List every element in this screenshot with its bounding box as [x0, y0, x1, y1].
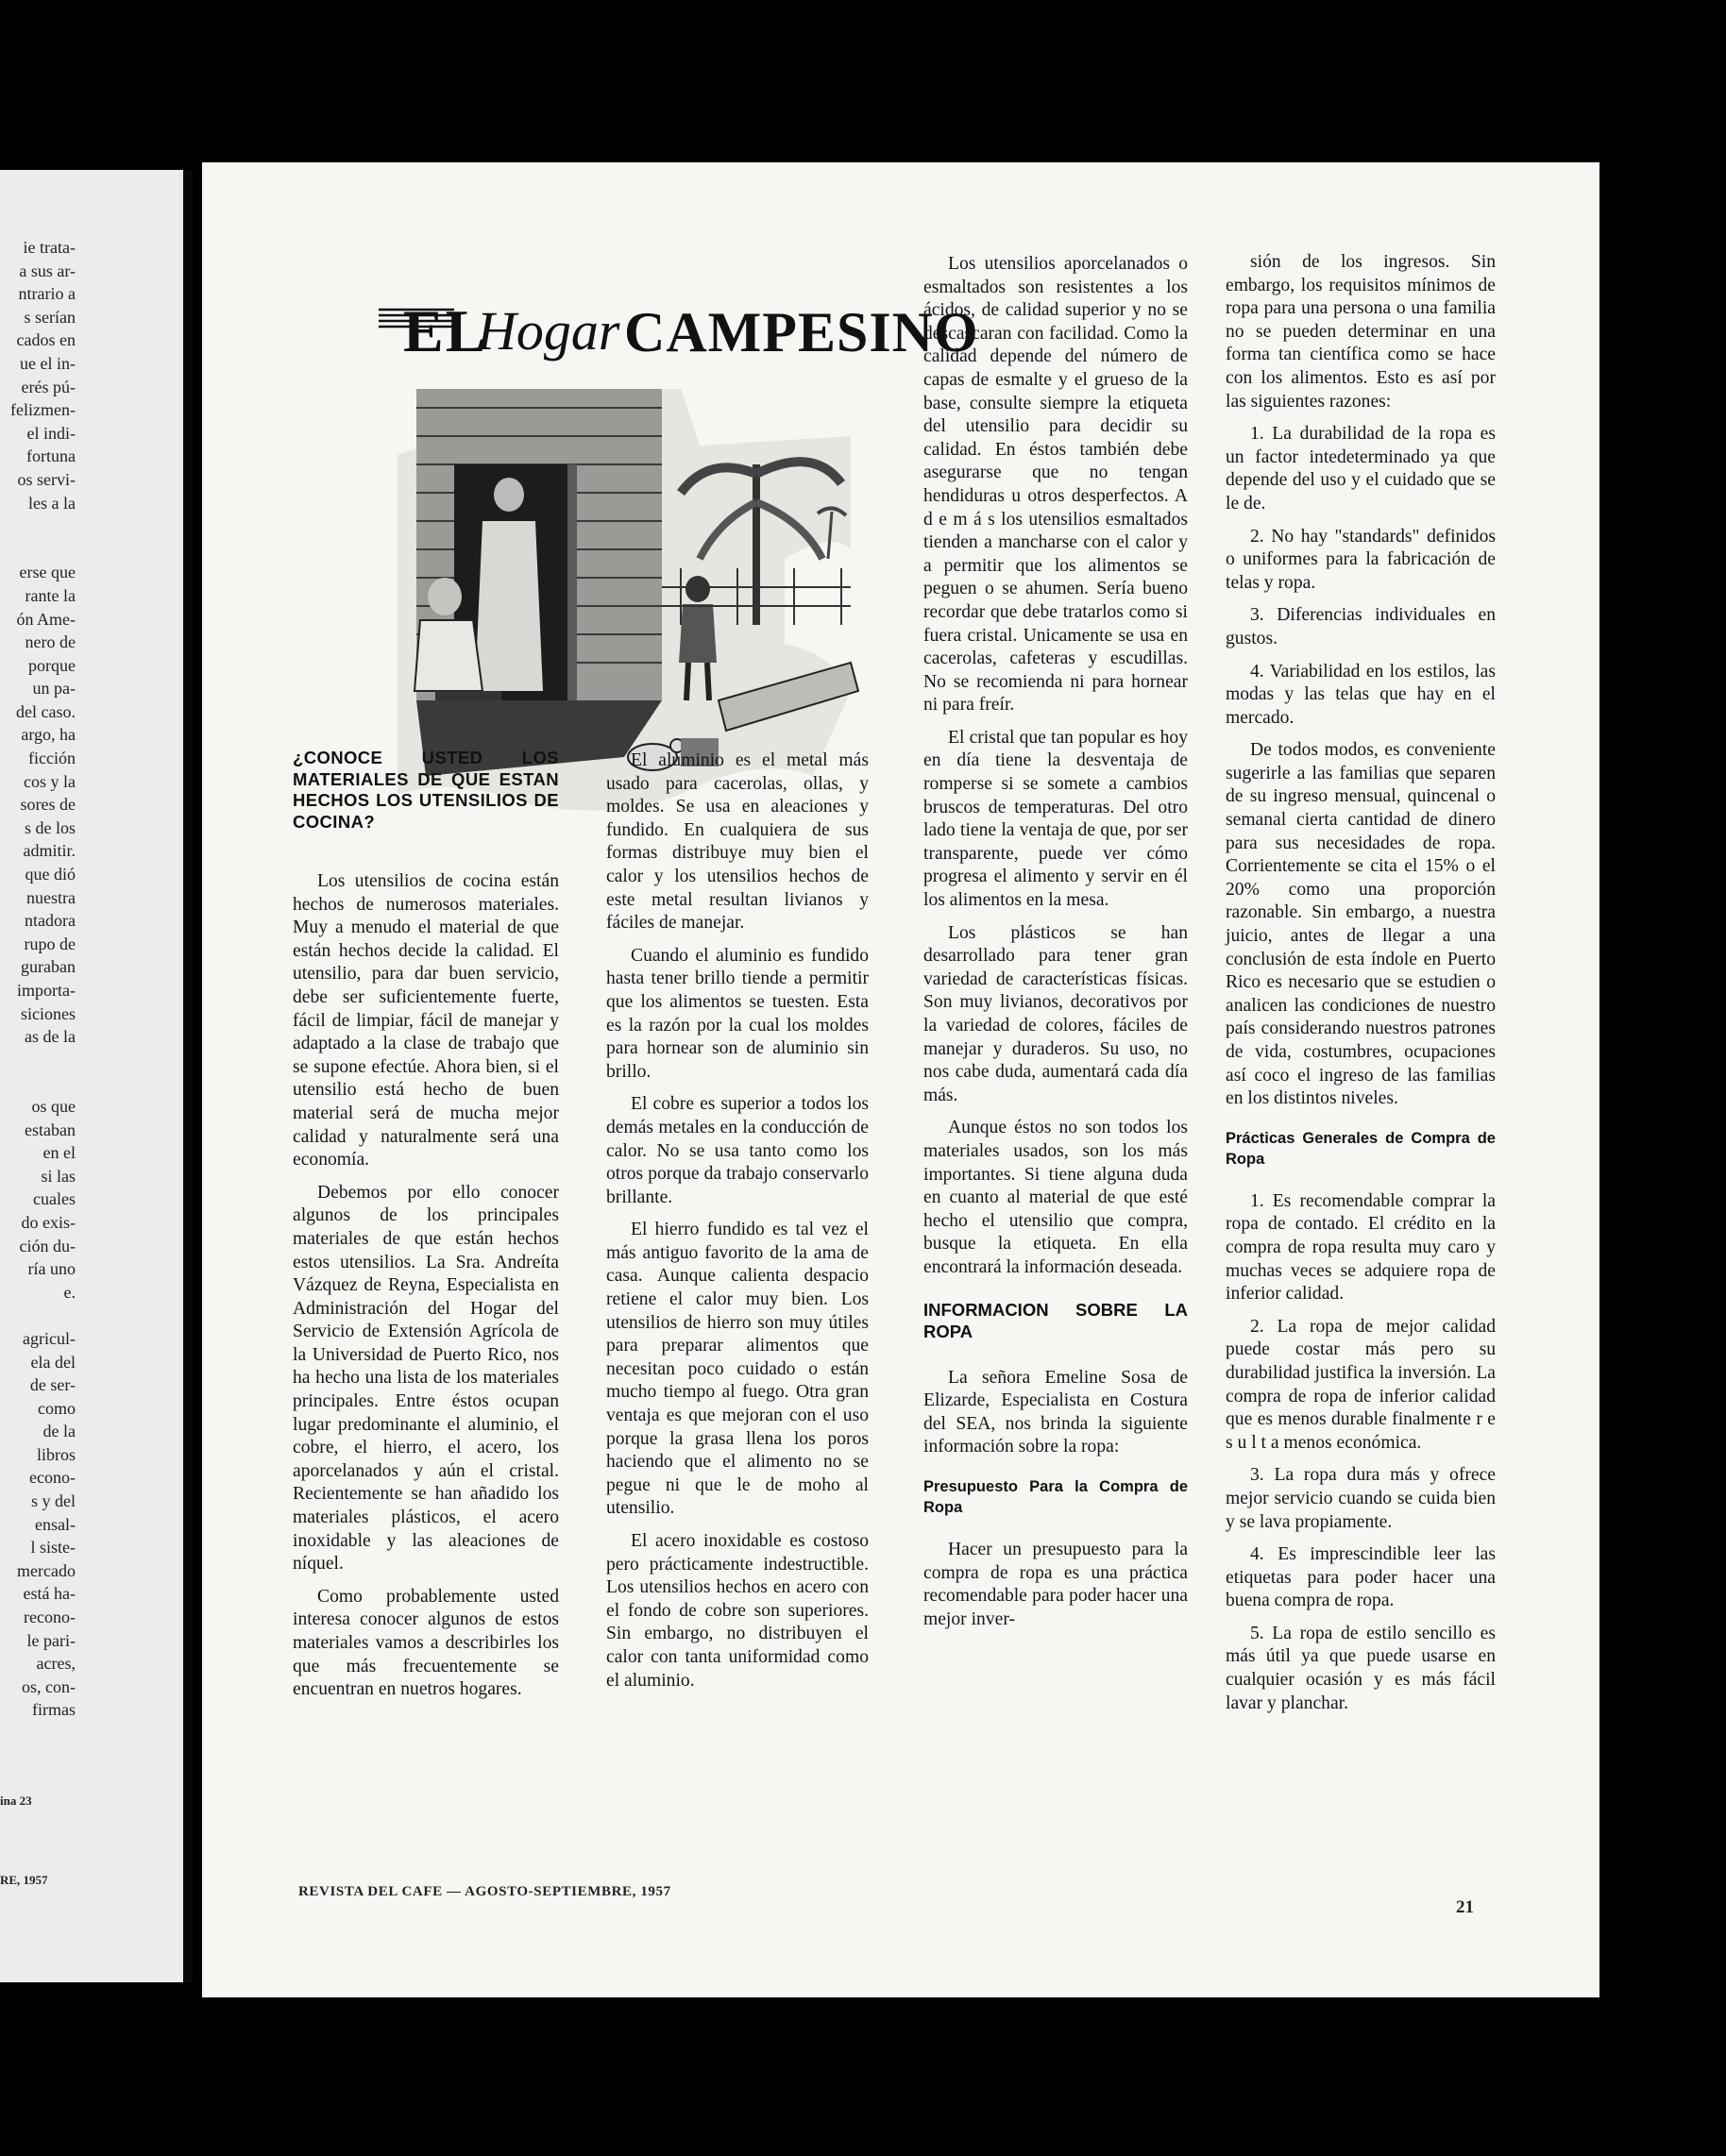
- paragraph: 4. Es imprescindible leer las etiquetas para poder hacer una buena compra de ropa.: [1226, 1544, 1496, 1611]
- paragraph: Los plásticos se han desarrollado para tener gran variedad de características físicas. Son muy livianos, decorativos por la variedad de colores, fáciles de manejar y duraderos. Su uso, no nos cabe duda, aumentará cada día más.: [923, 922, 1188, 1105]
- paragraph: La señora Emeline Sosa de Elizarde, Especialista en Costura del SEA, nos brinda la siguiente información sobre la ropa:: [923, 1367, 1188, 1457]
- masthead-title-right: CAMPESINO: [624, 301, 979, 363]
- paragraph: sión de los ingresos. Sin embargo, los requisitos mínimos de ropa para una persona o una familia no se pueden determinar en una forma tan científica como se hace con los alimentos. Esto es así por las siguientes razones:: [1226, 252, 1496, 412]
- facing-page-folio: ina 23: [0, 1794, 32, 1808]
- paragraph: 2. La ropa de mejor calidad puede costar más pero su durabilidad justifica la inversión. La compra de ropa de inferior calidad que es menos durable finalmente r e s u l t a menos económica.: [1226, 1316, 1496, 1453]
- column-4-body: [1226, 251, 1496, 1111]
- facing-page-line: ficción: [28, 749, 76, 768]
- magazine-page: [202, 162, 1599, 1997]
- facing-page-fragment: [0, 170, 185, 1982]
- facing-page-line: cos y la: [24, 771, 76, 791]
- facing-page-line: cuales: [33, 1189, 76, 1209]
- paragraph: 3. La ropa dura más y ofrece mejor servicio cuando se cuida bien y se lava propiamente.: [1226, 1465, 1496, 1532]
- paragraph: Cuando el aluminio es fundido hasta tener brillo tiende a permitir que los alimentos se tuesten. Esta es la razón por la cual los moldes para hornear son de aluminio sin brillo.: [606, 945, 869, 1082]
- facing-page-line: de ser-: [29, 1375, 76, 1395]
- facing-page-line: sores de: [20, 795, 76, 815]
- facing-page-line: nuestra: [26, 887, 76, 907]
- column-4-body-2: [1226, 1190, 1496, 1715]
- facing-page-line: que dió: [25, 865, 76, 884]
- facing-page-line: nero de: [25, 632, 76, 652]
- paragraph: 4. Variabilidad en los estilos, las modas y las telas que hay en el mercado.: [1226, 661, 1496, 728]
- facing-page-line: ie trata-: [23, 238, 76, 257]
- facing-page-line: argo, ha: [21, 725, 76, 745]
- facing-page-line: econo-: [29, 1468, 76, 1488]
- facing-page-line: ción du-: [19, 1236, 76, 1255]
- column-3-body: [923, 253, 1188, 1280]
- facing-page-line: [0, 514, 76, 538]
- article-column-2: [606, 750, 869, 1702]
- facing-page-line: erse que: [19, 563, 76, 582]
- facing-page-line: en el: [42, 1143, 76, 1163]
- article-column-4: [1226, 251, 1496, 1725]
- facing-page-line: un pa-: [32, 679, 76, 699]
- facing-page-line: os servi-: [17, 469, 76, 489]
- page-binding-gutter: [183, 170, 193, 1982]
- paragraph: 5. La ropa de estilo sencillo es más útil ya que puede usarse en cualquier ocasión y es más fácil lavar y planchar.: [1226, 1623, 1496, 1713]
- paragraph: Los utensilios de cocina están hechos de numerosos materiales. Muy a menudo el material de que están hechos decide la calidad. El utensilio, para dar buen servicio, debe ser suficientemente fuerte, fácil de limpiar, fácil de manejar y adaptado a la clase de trabajo que se supone efectúe. Ahora bien, si el utensilio está hecho de buen material será de mucha mejor calidad y naturalmente será una economía.: [293, 871, 559, 1171]
- column-1-body: [293, 870, 559, 1702]
- facing-page-line: [0, 1071, 76, 1095]
- facing-page-line: as de la: [25, 1027, 76, 1047]
- facing-page-line: siciones: [21, 1003, 76, 1023]
- facing-page-line: ntrario a: [18, 284, 76, 304]
- facing-page-line: el indi-: [26, 423, 76, 443]
- paragraph: El cristal que tan popular es hoy en día tiene la desventaja de romperse si se somete a cambios bruscos de temperaturas. Del otro lado tiene la ventaja de que, por ser transparente, puede ver cómo progresa el alimento y servir en él los alimentos en la mesa.: [923, 727, 1188, 911]
- facing-page-line: rupo de: [24, 934, 76, 953]
- facing-page-line: s serían: [24, 307, 76, 327]
- facing-page-line: agricul-: [23, 1328, 76, 1348]
- facing-page-line: de la: [42, 1422, 76, 1441]
- section-heading-utensilios: ¿CONOCE USTED LOS MATERIALES DE QUE ESTAN HECHOS LOS UTENSILIOS DE COCINA?: [293, 748, 559, 832]
- facing-page-text-column: [0, 236, 76, 1722]
- facing-page-line: admitir.: [23, 841, 76, 861]
- paragraph: Hacer un presupuesto para la compra de ropa es una práctica recomendable para poder hacer una mejor inver-: [923, 1539, 1188, 1629]
- facing-page-line: ón Ame-: [16, 609, 76, 629]
- facing-page-line: do exis-: [21, 1212, 76, 1232]
- paragraph: Aunque éstos no son todos los materiales usados, son los más importantes. Si tiene alguna duda en cuanto al material de que esté hecho el utensilio que compra, busque la etiqueta. En ella encontrará la información deseada.: [923, 1118, 1188, 1277]
- facing-page-line: [0, 1304, 76, 1327]
- facing-page-line: acres,: [36, 1654, 76, 1674]
- facing-page-line: erés pú-: [21, 377, 76, 396]
- subheading-presupuesto: Presupuesto Para la Compra de Ropa: [923, 1477, 1188, 1516]
- facing-page-line: del caso.: [16, 701, 76, 721]
- facing-page-line: fortuna: [26, 446, 76, 466]
- article-column-3: [923, 253, 1188, 1641]
- facing-page-line: ntadora: [25, 911, 76, 931]
- masthead-title-left: EL: [403, 297, 488, 364]
- facing-page-line: rante la: [25, 585, 76, 605]
- facing-page-line: porque: [28, 655, 76, 675]
- facing-page-line: ue el in-: [20, 353, 76, 373]
- facing-page-line: recono-: [24, 1608, 76, 1627]
- facing-page-line: a sus ar-: [19, 261, 76, 280]
- facing-page-line: os que: [31, 1096, 76, 1116]
- facing-page-line: les a la: [28, 493, 76, 513]
- facing-page-line: os, con-: [22, 1676, 76, 1696]
- paragraph: El hierro fundido es tal vez el más antiguo favorito de la ama de casa. Aunque calienta despacio retiene el calor muy bien. Los utensilios de hierro son muy útiles para preparar alimentos que necesitan poco cuidado o están mucho tiempo al fuego. Otra gran ventaja es que mejoran con el uso porque la grasa llena los poros haciendo que el alimento no se pegue ni que le de moho al utensilio.: [606, 1220, 869, 1519]
- subheading-practicas: Prácticas Generales de Compra de Ropa: [1226, 1129, 1496, 1168]
- paragraph: Como probablemente usted interesa conocer algunos de estos materiales vamos a describirles los que más frecuentemente se encuentran en nuetros hogares.: [293, 1586, 559, 1700]
- facing-page-line: [0, 538, 76, 562]
- facing-page-line: está ha-: [23, 1584, 76, 1604]
- facing-page-line: firmas: [32, 1700, 76, 1720]
- paragraph: Debemos por ello conocer algunos de los principales materiales de que están hechos estos utensilios. La Sra. Andreíta Vázquez de Reyna, Especialista en Administración del Hogar del Servicio de Extensión Agrícola de la Universidad de Puerto Rico, nos ha hecho una lista de los materiales principales. Entre éstos ocupan lugar predominante el aluminio, el cobre, el hierro, el acero, los aporcelanados y aún el cristal. Recientemente se han añadido los materiales plásticos, el acero inoxidable y las aleaciones de níquel.: [293, 1182, 559, 1575]
- article-column-1: [293, 748, 559, 1711]
- paragraph: El aluminio es el metal más usado para cacerolas, ollas, y moldes. Se usa en aleaciones y fundido. En cualquiera de sus formas distribuye muy bien el calor y los utensilios hechos de este metal resultan livianos y fáciles de manejar.: [606, 750, 869, 934]
- paragraph: 1. Es recomendable comprar la ropa de contado. El crédito en la compra de ropa resulta muy caro y muchas veces se adquiere ropa de inferior calidad.: [1226, 1190, 1496, 1305]
- paragraph: El cobre es superior a todos los demás metales en la conducción de calor. No se usa tanto como los otros porque da trabajo conservarlo brillante.: [606, 1094, 869, 1207]
- facing-page-line: s de los: [25, 817, 76, 837]
- facing-page-line: ría uno: [27, 1259, 76, 1279]
- facing-page-line: cados en: [16, 330, 76, 350]
- column-2-body: [606, 750, 869, 1693]
- paragraph: De todos modos, es conveniente sugerirle a las familias que separen de su ingreso mensual, quincenal o semanal cierta cantidad de dinero para sus necesidades de ropa. Corrientemente se cita el 15% o el 20% como una proporción razonable. Sin embargo, a nuestra juicio, antes de llegar a una conclusión de esta índole en Puerto Rico es necesario que se estudien o analicen las condiciones de nuestro país considerando nuestros patrones de vida, costumbres, ocupaciones así coco el ingreso de las familias en los distintos niveles.: [1226, 740, 1496, 1109]
- column-3-body-2: [923, 1367, 1188, 1459]
- paragraph: 2. No hay "standards" definidos o uniformes para la fabricación de telas y ropa.: [1226, 526, 1496, 593]
- column-3-body-3: [923, 1539, 1188, 1631]
- facing-page-line: [0, 1049, 76, 1072]
- facing-page-line: ela del: [30, 1352, 76, 1372]
- facing-page-line: si las: [41, 1166, 76, 1186]
- running-footer: REVISTA DEL CAFE — AGOSTO-SEPTIEMBRE, 1957: [298, 1884, 671, 1899]
- facing-page-footer: RE, 1957: [0, 1873, 48, 1887]
- page-number: 21: [1456, 1897, 1474, 1917]
- paragraph: 3. Diferencias individuales en gustos.: [1226, 605, 1496, 648]
- facing-page-line: como: [38, 1398, 76, 1418]
- section-heading-ropa: INFORMACION SOBRE LA ROPA: [923, 1299, 1188, 1341]
- facing-page-line: guraban: [21, 957, 76, 977]
- paragraph: 1. La durabilidad de la ropa es un factor intedeterminado ya que depende del uso y el cuidado que se le de.: [1226, 424, 1496, 514]
- facing-page-line: estaban: [25, 1120, 76, 1139]
- facing-page-line: mercado: [17, 1560, 76, 1580]
- paragraph: Los utensilios aporcelanados o esmaltados son resistentes a los ácidos, de calidad superior y no se descascaran con facilidad. Como la calidad depende del número de capas de esmalte y el grueso de la base, consulte siempre la etiqueta del utensilio para decidir su calidad. En éstos también debe asegurarse que no tengan hendiduras u otros desperfectos. A d e m á s los utensilios esmaltados tienden a mancharse con el calor y a permitir que los alimentos se peguen o se ahumen. Sería bueno recordar que debe tratarlos como si fuera cristal. Unicamente se usa en cacerolas, cafeteras y escudillas. No se recomienda ni para hornear ni para freír.: [923, 254, 1188, 716]
- facing-page-line: s y del: [31, 1491, 76, 1511]
- facing-page-line: l siste-: [30, 1538, 76, 1558]
- masthead-title-script: Hogar: [477, 300, 620, 362]
- paragraph: El acero inoxidable es costoso pero prácticamente indestructible. Los utensilios hechos en acero con el fondo de cobre son superiores. Sin embargo, no distribuyen el calor con tanta uniformidad como el aluminio.: [606, 1531, 869, 1691]
- facing-page-line: e.: [63, 1282, 76, 1302]
- facing-page-line: libros: [36, 1444, 76, 1464]
- facing-page-line: felizmen-: [10, 400, 76, 420]
- facing-page-line: ensal-: [35, 1514, 76, 1534]
- facing-page-line: importa-: [17, 981, 76, 1000]
- facing-page-line: le pari-: [26, 1630, 76, 1650]
